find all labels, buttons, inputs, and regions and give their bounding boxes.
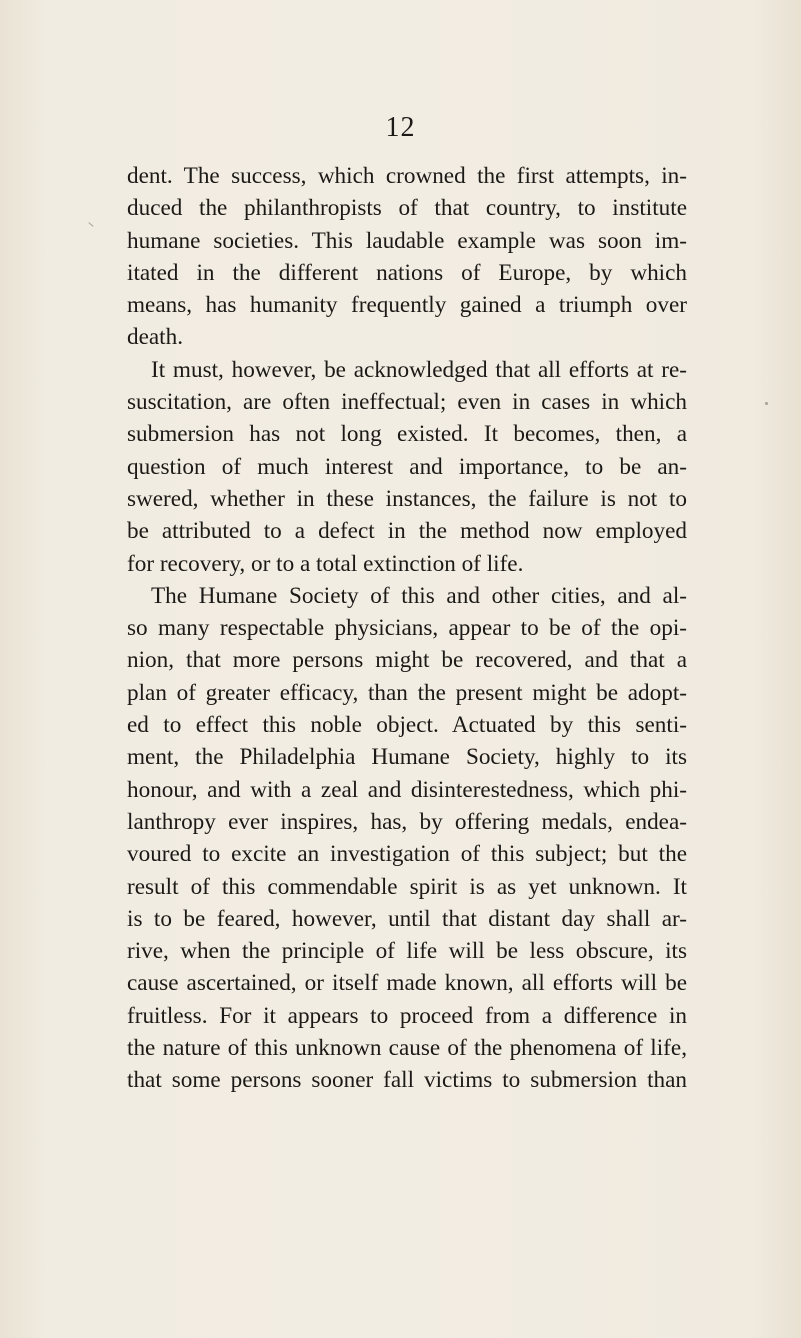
text-line: for recovery, or to a total extinction of life. (127, 550, 524, 577)
text-line: fruitless. For it appears to proceed from a difference in (127, 1002, 687, 1029)
paper-speck (765, 402, 768, 405)
text-line: is to be feared, however, until that distant day shall ar- (127, 905, 687, 932)
text-line: It must, however, be acknowledged that all efforts at re- (151, 356, 687, 383)
text-line: voured to excite an investigation of this subject; but the (127, 841, 687, 868)
text-line: death. (127, 324, 184, 351)
text-line: submersion has not long existed. It becomes, then, a (127, 421, 687, 448)
text-line: plan of greater efficacy, than the present might be adopt- (127, 679, 687, 706)
text-line: swered, whether in these instances, the failure is not to (127, 485, 687, 512)
text-line: question of much interest and importance, to be an- (127, 453, 687, 480)
text-line: duced the philanthropists of that country, to institute (127, 195, 687, 222)
text-line: ment, the Philadelphia Humane Society, highly to its (127, 744, 687, 771)
text-line: humane societies. This laudable example was soon im- (127, 227, 687, 254)
text-line: result of this commendable spirit is as yet unknown. It (127, 873, 687, 900)
text-line: the nature of this unknown cause of the phenomena of life, (127, 1035, 687, 1062)
text-line: rive, when the principle of life will be less obscure, its (127, 938, 687, 965)
text-line: nion, that more persons might be recovered, and that a (127, 647, 687, 674)
text-line: ed to effect this noble object. Actuated by this senti- (127, 712, 687, 739)
text-line: itated in the different nations of Europe, by which (127, 259, 687, 286)
text-line: dent. The success, which crowned the first attempts, in- (127, 163, 687, 189)
text-line: so many respectable physicians, appear to be of the opi- (127, 615, 687, 642)
text-line: honour, and with a zeal and disinterestedness, which phi- (127, 776, 687, 803)
text-line: suscitation, are often ineffectual; even in cases in which (127, 389, 687, 416)
text-line: means, has humanity frequently gained a triumph over (127, 292, 687, 319)
text-line: lanthropy ever inspires, has, by offering medals, endea- (127, 808, 687, 835)
text-line: be attributed to a defect in the method now employed (127, 518, 687, 545)
paper-speck (88, 222, 93, 227)
text-line: that some persons sooner fall victims to submersion than (127, 1067, 687, 1094)
text-line: cause ascertained, or itself made known, all efforts will be (127, 970, 687, 997)
text-line: The Humane Society of this and other cities, and al- (151, 582, 687, 609)
page-number: 12 (385, 112, 416, 143)
body-text (127, 160, 687, 1097)
